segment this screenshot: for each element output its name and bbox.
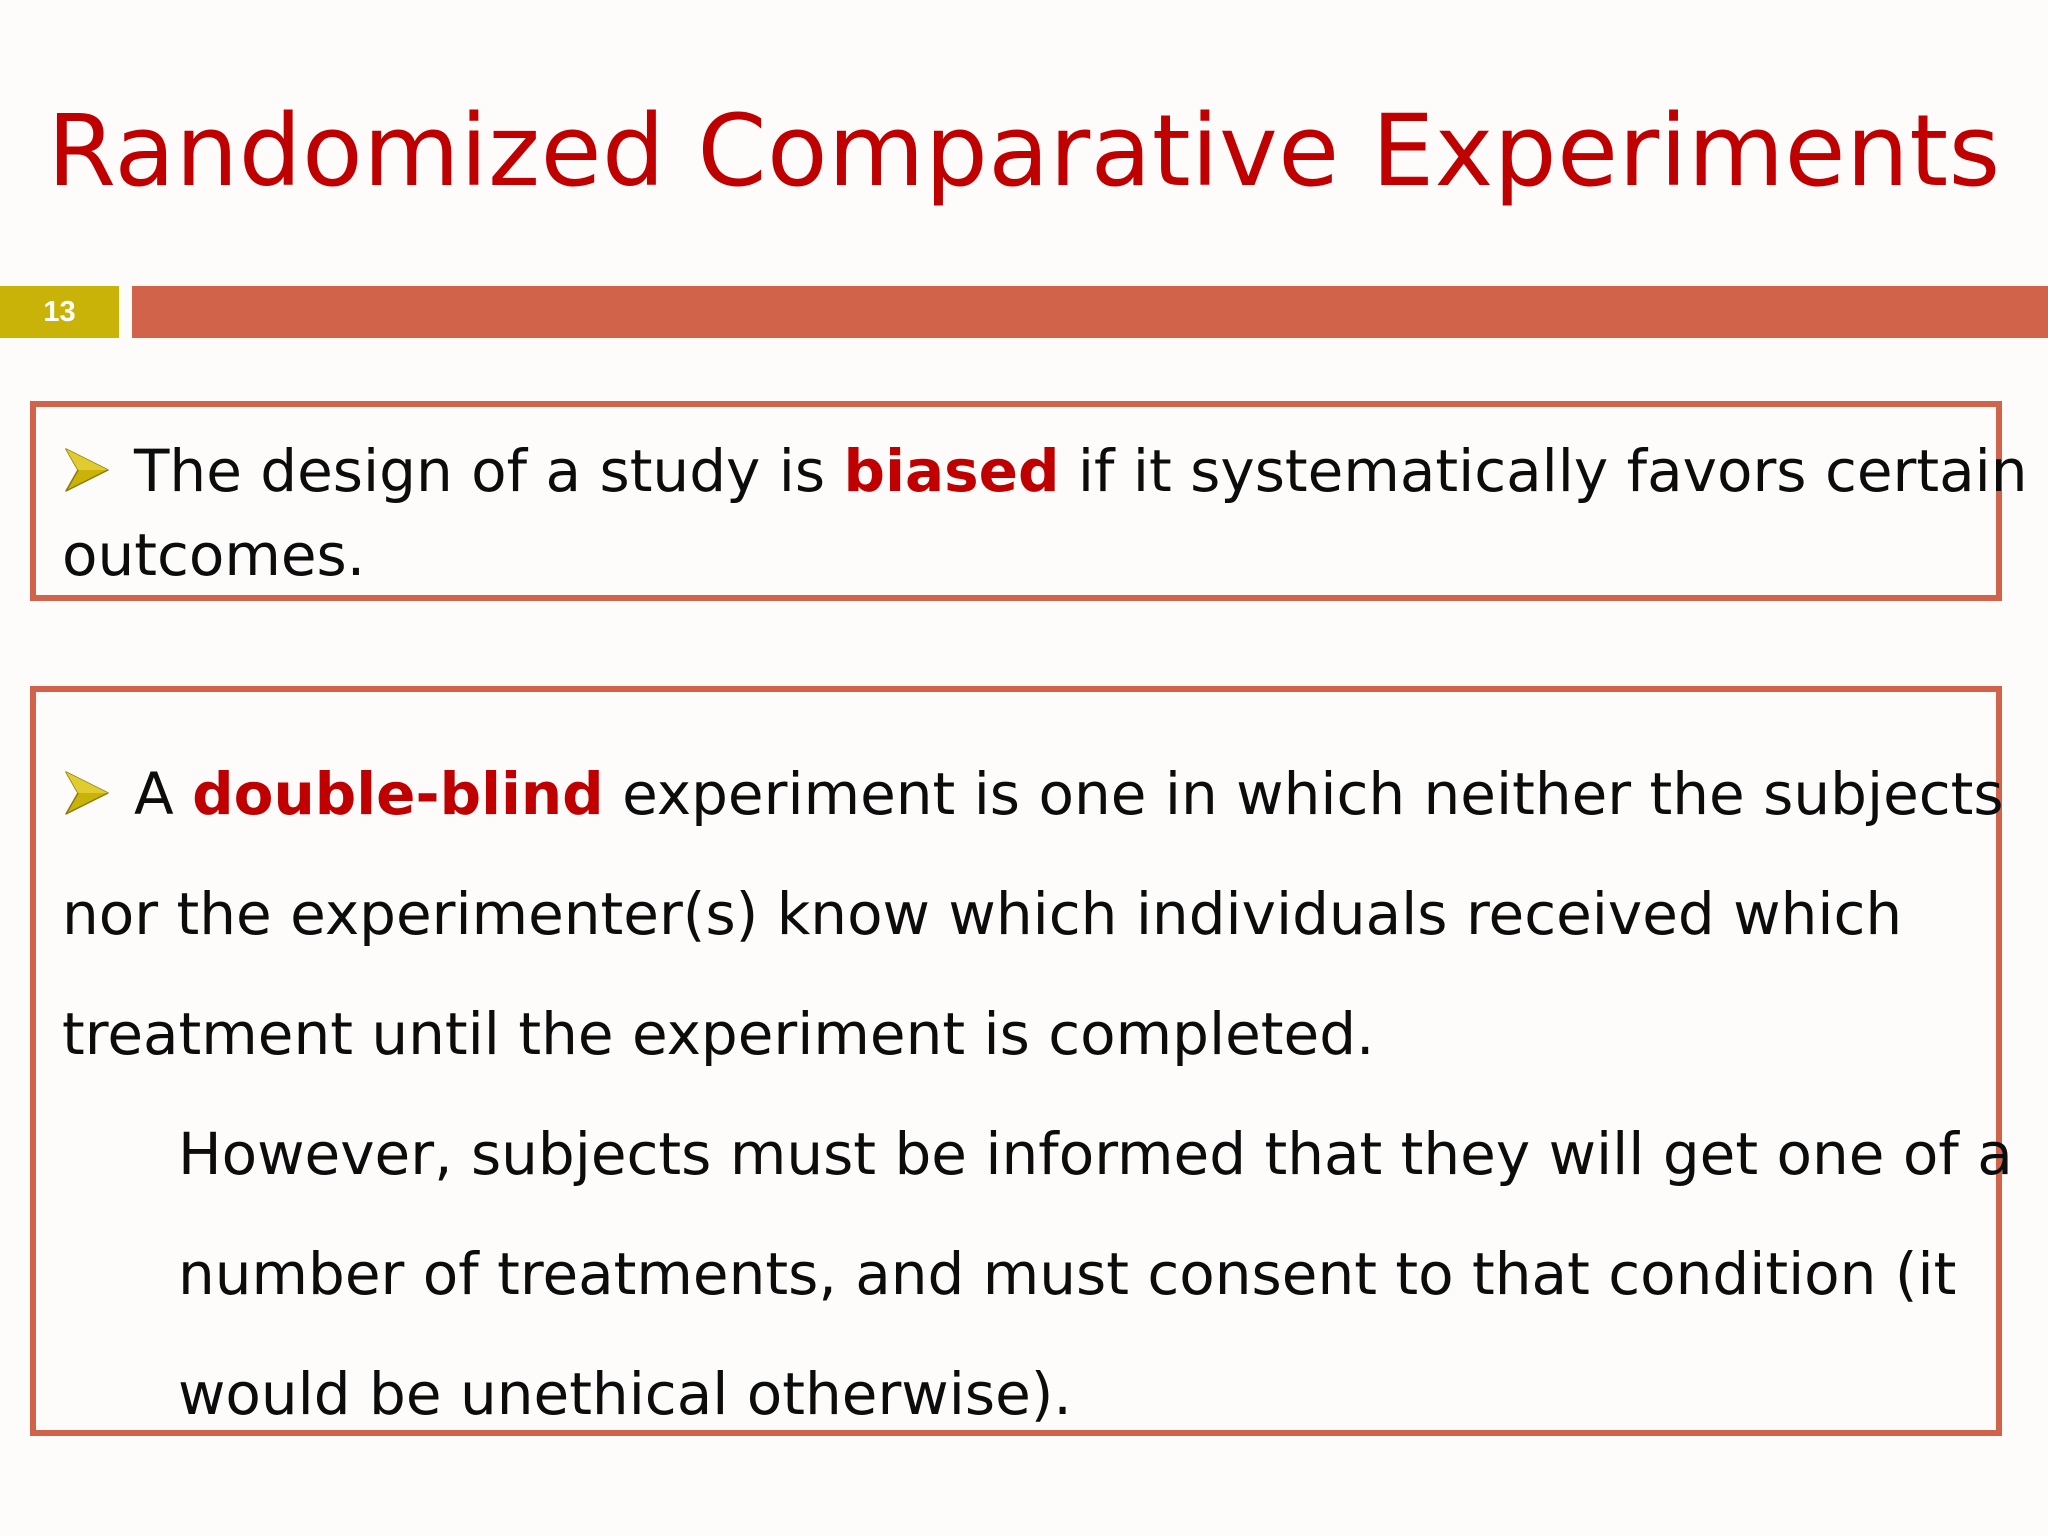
title-divider-bar [132,286,2048,338]
definition-biased-line1 [62,429,2028,513]
definition-double-blind-post: experiment is one in which neither the subjects [622,760,2004,828]
arrowhead-bullet-icon [62,768,112,818]
definition-double-blind-line1 [62,734,2004,854]
definition-double-blind-line2: nor the experimenter(s) know which individuals received which [62,880,1903,948]
definition-biased-box [30,401,2028,601]
consent-note-line2: number of treatments, and must consent to that condition (it [178,1240,1957,1308]
consent-note-line3: would be unethical otherwise). [178,1360,1072,1428]
definition-biased-post: if it systematically favors certain [1077,437,2028,505]
term-double-blind: double-blind [192,760,604,828]
definition-biased-line2: outcomes. [62,521,366,589]
definition-double-blind-box [30,686,2013,1436]
term-biased: biased [843,437,1060,505]
slide-number-badge: 13 [0,286,119,338]
definition-double-blind-pre: A [134,760,174,828]
definition-double-blind-line3: treatment until the experiment is completed. [62,1000,1375,1068]
definition-biased-pre: The design of a study is [134,437,826,505]
arrowhead-bullet-icon [62,445,112,495]
slide-title: Randomized Comparative Experiments [47,94,2001,209]
consent-note-line1: However, subjects must be informed that they will get one of a [178,1120,2013,1188]
